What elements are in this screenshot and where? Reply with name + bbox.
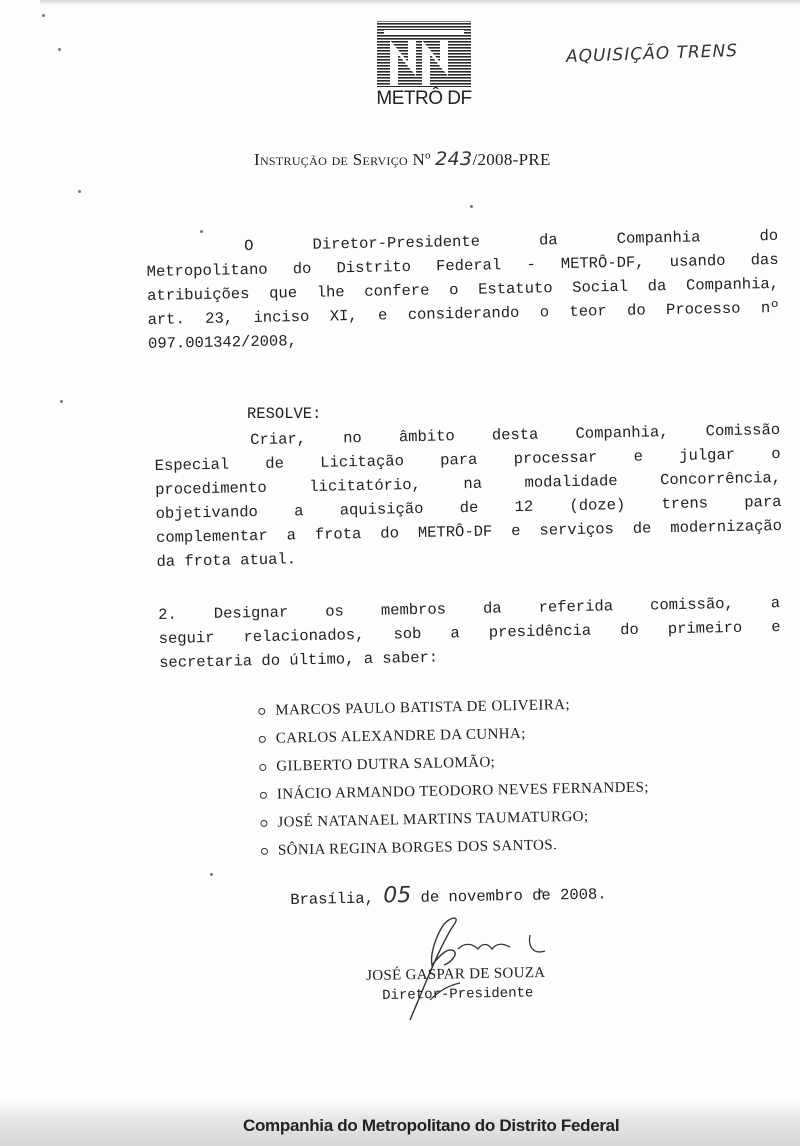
text-line: Metropolitano do Distrito Federal - METRÔ-DF, usando das bbox=[146, 250, 779, 281]
bullet-icon bbox=[259, 735, 266, 742]
member-name: GILBERTO DUTRA SALOMÃO; bbox=[276, 753, 496, 775]
signatory-name: JOSÉ GASPAR DE SOUZA bbox=[366, 964, 546, 984]
title-number: 243 bbox=[435, 148, 473, 170]
text-line: 2. Designar os membros da referida comissão, a bbox=[158, 594, 781, 624]
title-prefix: Instrução de Serviço Nº bbox=[254, 150, 431, 169]
paragraph-article-1 bbox=[154, 418, 783, 574]
date-rest: de novembro de 2008. bbox=[420, 885, 607, 907]
footer-text: Companhia do Metropolitano do Distrito Federal bbox=[243, 1116, 620, 1135]
handwritten-note: AQUISIÇÃO TRENS bbox=[565, 41, 739, 67]
signatory-role: Diretor-Presidente bbox=[382, 985, 534, 1004]
text-line: art. 23, inciso XI, e considerando o teor do Processo nº bbox=[147, 298, 780, 329]
logo-text: METRÔ DF bbox=[376, 88, 472, 109]
text-line: objetivando a aquisição de 12 (doze) trens para bbox=[155, 492, 782, 523]
member-name: CARLOS ALEXANDRE DA CUNHA; bbox=[275, 725, 526, 747]
metro-logo-icon bbox=[376, 20, 472, 88]
member-name: MARCOS PAULO BATISTA DE OLIVEIRA; bbox=[275, 696, 571, 719]
text-line: O Diretor-Presidente da Companhia do bbox=[244, 226, 779, 256]
resolve-heading: RESOLVE: bbox=[247, 405, 322, 423]
bullet-icon bbox=[259, 763, 266, 770]
title-suffix: /2008-PRE bbox=[472, 150, 551, 169]
date-day: 05 bbox=[383, 882, 412, 909]
text-line: Criar, no âmbito desta Companhia, Comissão bbox=[250, 420, 781, 450]
bullet-icon bbox=[260, 791, 267, 798]
member-name: INÁCIO ARMANDO TEODORO NEVES FERNANDES; bbox=[276, 779, 649, 803]
bullet-icon bbox=[261, 847, 268, 854]
document-title bbox=[254, 148, 551, 170]
member-name: SÔNIA REGINA BORGES DOS SANTOS. bbox=[277, 836, 558, 859]
member-name: JOSÉ NATANAEL MARTINS TAUMATURGO; bbox=[277, 808, 589, 831]
text-line: Especial de Licitação para processar e julgar o bbox=[154, 444, 781, 475]
bullet-icon bbox=[258, 707, 265, 714]
paragraph-preamble bbox=[146, 224, 780, 356]
members-list bbox=[258, 690, 650, 865]
text-line: complementar a frota do METRÔ-DF e serviços de modernização bbox=[155, 516, 783, 547]
text-line: atribuições que lhe confere o Estatuto Social da Companhia, bbox=[146, 274, 780, 305]
paragraph-article-2 bbox=[158, 591, 781, 675]
text-line: seguir relacionados, sob a presidência do primeiro e bbox=[158, 618, 781, 648]
text-line: da frota atual. bbox=[156, 550, 297, 571]
text-line: procedimento licitatório, na modalidade Concorrência, bbox=[154, 468, 782, 499]
scan-edge bbox=[40, 0, 800, 5]
text-line: 097.001342/2008, bbox=[147, 332, 298, 353]
text-line: secretaria do último, a saber: bbox=[158, 648, 439, 672]
metro-df-logo bbox=[376, 20, 472, 112]
bullet-icon bbox=[260, 819, 267, 826]
date-city: Brasília, bbox=[290, 889, 375, 909]
